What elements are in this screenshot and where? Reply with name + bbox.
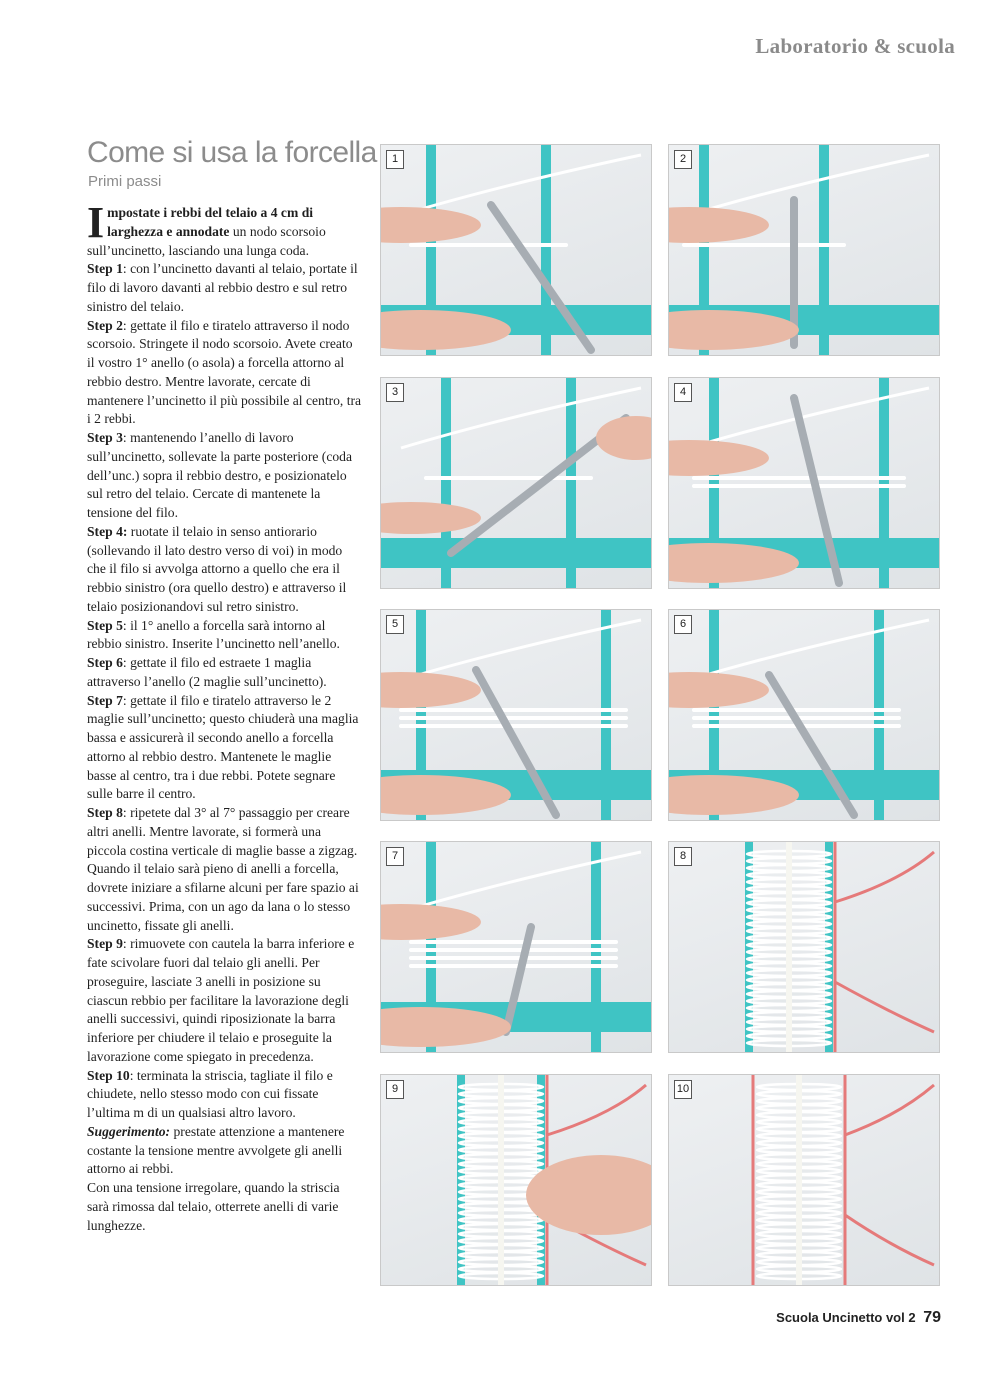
step-paragraph: [87, 1067, 363, 1123]
intro-paragraph: [87, 198, 363, 260]
contrast-yarn: [835, 842, 934, 1053]
step-text: : gettate il filo e tiratelo attraverso le 2 maglie sull’uncinetto; questo chiuderà una maglia bassa e assicurerà il secondo anello a forcella attorno al rebbio destro. Mantenete le maglie basse al centro, tra i due rebbi. Potete segnare sulle barre il centro.: [87, 692, 359, 802]
step-text: : gettate il filo ed estraete 1 maglia attraverso l’anello (2 maglie sull’uncinetto).: [87, 655, 327, 689]
hand-finger: [381, 904, 481, 940]
photo-step-7: [380, 841, 652, 1053]
closing-paragraph: Con una tensione irregolare, quando la striscia sarà rimossa dal telaio, otterrete anelli di varie lunghezze.: [87, 1180, 340, 1233]
step-paragraph: [87, 804, 363, 935]
yarn-strand: [401, 155, 641, 215]
photo-step-10: [668, 1074, 940, 1286]
article-title: Come si usa la forcella: [87, 136, 377, 169]
article-body: [87, 198, 363, 1235]
tip-paragraph: [87, 1123, 363, 1179]
page-number: 79: [923, 1309, 941, 1326]
photo-number: 3: [386, 383, 404, 402]
step-text: : gettate il filo e tiratelo attraverso il nodo scorsoio. Stringete il nodo scorsoio. Avete creato il vostro 1° anello (o asola) a forcella attorno al rebbio destro. Mentre lavorate, cercate di mantenere l’uncinetto il più possibile al centro, tra i 2 rebbi.: [87, 317, 362, 427]
step-text: : mantenendo l’anello di lavoro sull’uncinetto, sollevate la parte posteriore (coda dell’unc.) sopra il rebbio destro, e posizionatelo sul retro del telaio. Cercate di mantenete la tensione del filo.: [87, 430, 352, 520]
photo-step-3: [380, 377, 652, 589]
photo-illustration: [381, 610, 652, 821]
photo-step-6: [668, 609, 940, 821]
photo-number: 8: [674, 847, 692, 866]
photo-number: 10: [674, 1080, 692, 1099]
tip-text: prestate attenzione a mantenere costante la tensione mentre avvolgete gli anelli attorno ai rebbi.: [87, 1123, 345, 1177]
step-paragraph: [87, 523, 363, 617]
photo-number: 6: [674, 615, 692, 634]
step-label: Step 9: [87, 936, 123, 952]
step-label: Step 2: [87, 317, 123, 333]
hand-finger: [669, 672, 769, 708]
photo-step-8: [668, 841, 940, 1053]
photo-illustration: [669, 378, 940, 589]
photo-illustration: [669, 610, 940, 821]
contrast-yarn: [845, 1075, 934, 1286]
step-paragraph: [87, 317, 363, 430]
yarn-strand: [401, 852, 641, 912]
photo-number: 5: [386, 615, 404, 634]
photo-illustration: [381, 842, 652, 1053]
step-text: ruotate il telaio in senso antiorario (sollevando il lato destro verso di voi) in modo che il filo si avvolga attorno a quello che era il rebbio sinistro (ora quello destro) e attraverso il telaio posizionandovi sul retro sinistro.: [87, 523, 347, 614]
step-label: Step 10: [87, 1067, 130, 1083]
photo-number: 1: [386, 150, 404, 169]
step-paragraph: [87, 654, 363, 692]
hand-finger: [596, 416, 652, 460]
intro-text: un nodo scorsoio sull’uncinetto, lasciando una lunga coda.: [87, 223, 326, 258]
magazine-name: Scuola Uncinetto vol 2: [776, 1310, 916, 1325]
yarn-strand: [689, 155, 929, 215]
photo-illustration: [669, 1075, 940, 1286]
photo-number: 9: [386, 1080, 404, 1099]
photo-step-4: [668, 377, 940, 589]
step-paragraph: [87, 692, 363, 805]
photo-illustration: [381, 1075, 652, 1286]
photo-step-9: [380, 1074, 652, 1286]
step-label: Step 5: [87, 617, 123, 633]
hand-finger: [669, 207, 769, 243]
hand-finger: [381, 672, 481, 708]
step-label: Step 7: [87, 692, 123, 708]
photo-step-5: [380, 609, 652, 821]
photo-number: 2: [674, 150, 692, 169]
steps-list: [87, 260, 363, 1123]
step-label: Step 3: [87, 430, 123, 445]
step-label: Step 8: [87, 805, 123, 820]
hand-finger: [381, 502, 481, 534]
photo-step-1: [380, 144, 652, 356]
step-text: : ripetete dal 3° al 7° passaggio per creare altri anelli. Mentre lavorate, si formerà una piccola costina verticale di maglie basse a zigzag. Quando il telaio sarà pieno di anelli a forcella, dovrete iniziare a sfilarne alcuni per fare spazio ai successivi. Prima, con un ago da lana o lo stesso uncinetto, fissate gli anelli.: [87, 805, 359, 933]
yarn-strand: [689, 620, 929, 680]
article-subtitle: Primi passi: [88, 173, 162, 190]
step-label: Step 4:: [87, 523, 128, 539]
step-text: : rimuovete con cautela la barra inferiore e fate scivolare fuori dal telaio gli anelli. Per proseguire, lasciate 3 anelli in posizione su ciascun rebbio per facilitare la lavorazione degli anelli successivi, quindi riposizionate la barra inferiore per chiudere il telaio e proseguite la lavorazione come spiegato in precedenza.: [87, 936, 355, 1064]
yarn-strand: [689, 388, 929, 448]
loom-bar: [381, 538, 652, 568]
step-paragraph: [87, 617, 363, 655]
hand-finger: [669, 440, 769, 476]
step-label: Step 6: [87, 655, 123, 670]
photo-step-2: [668, 144, 940, 356]
photo-illustration: [669, 842, 940, 1053]
step-text: : il 1° anello a forcella sarà intorno al rebbio sinistro. Inserite l’uncinetto nell’anello.: [87, 617, 340, 652]
step-paragraph: [87, 260, 363, 316]
hand-finger: [381, 207, 481, 243]
step-text: : con l’uncinetto davanti al telaio, portate il filo di lavoro davanti al rebbio destro e sul retro sinistro del telaio.: [87, 261, 358, 314]
tip-label: Suggerimento:: [87, 1123, 171, 1139]
photo-illustration: [669, 145, 940, 356]
step-paragraph: [87, 935, 363, 1066]
section-header: Laboratorio & scuola: [755, 34, 955, 58]
photo-illustration: [381, 145, 652, 356]
step-label: Step 1: [87, 261, 123, 277]
photo-number: 4: [674, 383, 692, 402]
step-text: : terminata la striscia, tagliate il filo e chiudete, nello stesso modo con cui fissate l’ultima m di un qualsiasi altro lavoro.: [87, 1067, 333, 1120]
step-paragraph: [87, 429, 363, 523]
photo-illustration: [381, 378, 652, 589]
intro-bold-text: mpostate i rebbi del telaio a 4 cm di larghezza e annodate: [107, 205, 314, 239]
page-footer: [776, 1309, 941, 1327]
drop-cap: I: [87, 198, 105, 247]
photo-number: 7: [386, 847, 404, 866]
